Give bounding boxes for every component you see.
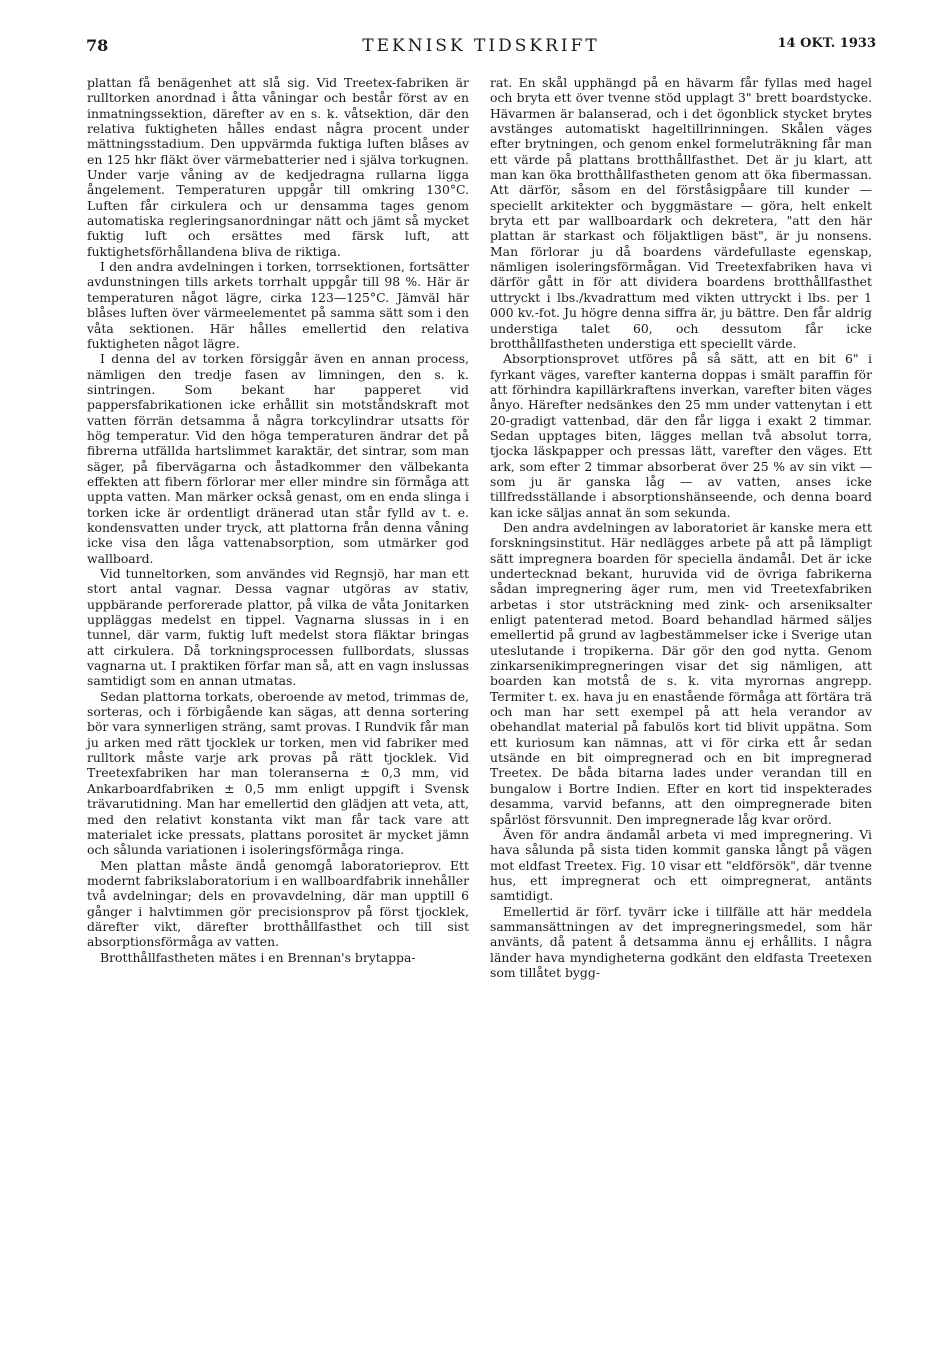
page-number: 78 [86,36,109,55]
paragraph: Vid tunneltorken, som användes vid Regnsjö, har man ett stort antal vagnar. Dessa vagnar utgöras av stativ, uppbärande perforerade plattor, på vilka de våta Jonitarken uppläggas medelst en tippel. Vagnarna slussas in i en tunnel, där varm, fuktig luft medelst stora fläktar bringas att cirkulera. Då torkningsprocessen fullbordats, slussas vagnarna ut. I praktiken förfar man så, att en vagn inslussas samtidigt som en annan utmatas. [87,566,469,689]
paragraph: Emellertid är förf. tyvärr icke i tillfälle att här meddela sammansättningen av det impregneringsmedel, som här använts, då patent å detsamma ännu ej erhållits. I några länder hava myndigheterna godkänt den eldfasta Treetexen som tillåtet bygg- [490,903,872,980]
right-column [490,75,872,980]
paragraph: Den andra avdelningen av laboratoriet är kanske mera ett forskningsinstitut. Här nedlägges arbete på att på lämpligt sätt impregnera boarden för speciella ändamål. Det är icke undertecknad bekant, huruvida vid de övriga fabrikerna sådan impregnering äger rum, men vid Treetexfabriken arbetas i stor utsträckning med zink- och arseniksalter enligt patenterad metod. Board behandlad härmed säljes emellertid på grund av lagbestämmelser icke i Sverige utan uteslutande i tropikerna. Där gör den god nytta. Genom zinkarsenikimpregneringen visar det sig nämligen, att boarden kan motstå de s. k. vita myrornas angrepp. Termiter t. ex. hava ju en enastående förmåga att förtära trä och man har sett exempel på att hela verandor av obehandlat material på fabulös kort tid blivit uppätna. Som ett kuriosum kan nämnas, att vi för cirka ett år sedan utsände en bit oimpregnerad och en bit impregnerad Treetex. De båda bitarna lades under verandan till en bungalow i Bortre Indien. Efter en kort tid inspekterades desamma, varvid befanns, att den oimpregnerade biten spårlöst försvunnit. Den impregnerade låg kvar orörd. [490,519,872,827]
paragraph: rat. En skål upphängd på en hävarm får fyllas med hagel och bryta ett över tvenne stöd upplagt 3" brett boardstycke. Hävarmen är balanserad, och i det ögonblick stycket brytes avstänges automatiskt hageltillrinningen. Skålen väges efter brytningen, och genom enkel formeluträkning får man ett värde på plattans brotthållfasthet. Det är ju klart, att man kan öka brotthållfastheten genom att öka fibermassan. Att därför, såsom en del förståsigpåare till kunder — speciellt arkitekter och byggmästare — göra, helt enkelt bryta ett par wallboardark och dekretera, "att den här plattan är starkast och följaktligen bäst", är ju nonsens. Man förlorar ju då boardens värdefullaste egenskap, nämligen isoleringsförmågan. Vid Treetexfabriken hava vi därför gått in för att dividera boardens brotthållfasthet uttryckt i lbs./kvadrattum med vikten uttryckt i lbs. per 1 000 kv.-fot. Ju högre denna siffra är, ju bättre. Den får aldrig understiga talet 60, och dessutom får icke brotthållfastheten understiga ett speciellt värde. [490,75,872,351]
paragraph: I denna del av torken försiggår även en annan process, nämligen den tredje fasen av limningen, den s. k. sintringen. Som bekant har papperet vid pappersfabrikationen icke erhållit sin motståndskraft mot vatten förrän detsamma å några torkcylindrar utsatts för hög temperatur. Vid den höga temperaturen ändrar det på fibrerna utfällda hartslimmet karaktär, det sintrar, som man säger, på fibervägarna och åstadkommer den välbekanta effekten att fibern förlorar mer eller mindre sin förmåga att uppta vatten. Man märker också genast, om en enda slinga i torken icke är ordentligt dränerad utan står fylld av t. e. kondensvatten under tryck, att plattorna från denna våning icke visa den låga vattenabsorption, som utmärker god wallboard. [87,351,469,566]
paragraph: Även för andra ändamål arbeta vi med impregnering. Vi hava sålunda på sista tiden kommit ganska långt på vägen mot eldfast Treetex. Fig. 10 visar ett "eldförsök", där tvenne hus, ett impregnerat och ett oimpregnerat, antänts samtidigt. [490,826,872,904]
issue-date: 14 OKT. 1933 [777,36,876,51]
running-header [86,36,876,60]
journal-title: TEKNISK TIDSKRIFT [362,36,600,56]
paragraph: Men plattan måste ändå genomgå laboratorieprov. Ett modernt fabrikslaboratorium i en wallboardfabrik innehåller två avdelningar; dels en provavdelning, där man upptill 6 gånger i halvtimmen gör precisionsprov på först tjocklek, därefter vikt, därefter brotthållfasthet och till sist absorptionsförmåga av vatten. [87,857,469,950]
paragraph: Sedan plattorna torkats, oberoende av metod, trimmas de, sorteras, och i förbigående kan sägas, att denna sortering bör vara synnerligen sträng, samt provas. I Rundvik får man ju arken med rätt tjocklek ur torken, men vid fabriker med rulltork måste varje ark provas på rätt tjocklek. Vid Treetexfabriken har man toleranserna ± 0,3 mm, vid Ankarboardfabriken ± 0,5 mm enligt uppgift i Svensk trävarutidning. Man har emellertid den glädjen att veta, att, med den relativt konstanta vikt man får tack vare att materialet icke pressats, plattans porositet är mycket jämn och sålunda variationen i isoleringsförmåga ringa. [87,688,469,858]
paragraph: I den andra avdelningen i torken, torrsektionen, fortsätter avdunstningen tills arkets torrhalt uppgår till 98 %. Här är temperaturen något lägre, cirka 123—125°C. Jämväl här blåses luften över värmeelementet på samma sätt som i den våta sektionen. Här hålles emellertid den relativa fuktigheten något lägre. [87,259,469,351]
paragraph: plattan få benägenhet att slå sig. Vid Treetex-fabriken är rulltorken anordnad i åtta våningar och består först av en inmatningssektion, därefter av en s. k. våtsektion, där den relativa fuktigheten hålles endast några procent under mättningsstadium. Den uppvärmda fuktiga luften blåses av en 125 hkr fläkt över värmebatterier ned i själva torkugnen. Under varje våning av de kedjedragna rullarna ligga ångelement. Temperaturen uppgår till omkring 130°C. Luften får cirkulera och ur densamma tages genom automatiska regleringsanordningar nätt och jämt så mycket fuktig luft och ersättes med färsk luft, att fuktighetsförhållandena bliva de riktiga. [87,75,469,259]
paragraph: Brotthållfastheten mätes i en Brennan's brytappa- [100,949,416,965]
left-column [87,75,469,965]
paragraph: Absorptionsprovet utföres på så sätt, att en bit 6" i fyrkant väges, varefter kanterna doppas i smält paraffin för att förhindra kapillärkraftens inverkan, varefter biten väges ånyo. Härefter nedsänkes den 25 mm under vattenytan i ett 20-gradigt vattenbad, där den får ligga i exakt 2 timmar. Sedan upptages biten, lägges mellan två absolut torra, tjocka läskpapper och pressas lätt, varefter den väges. Ett ark, som efter 2 timmar absorberat över 25 % av sin vikt — som ju är ganska låg — av vatten, anses icke tillfredsställande i absorptionshänseende, och denna board kan icke säljas annat än som sekunda. [490,351,872,520]
